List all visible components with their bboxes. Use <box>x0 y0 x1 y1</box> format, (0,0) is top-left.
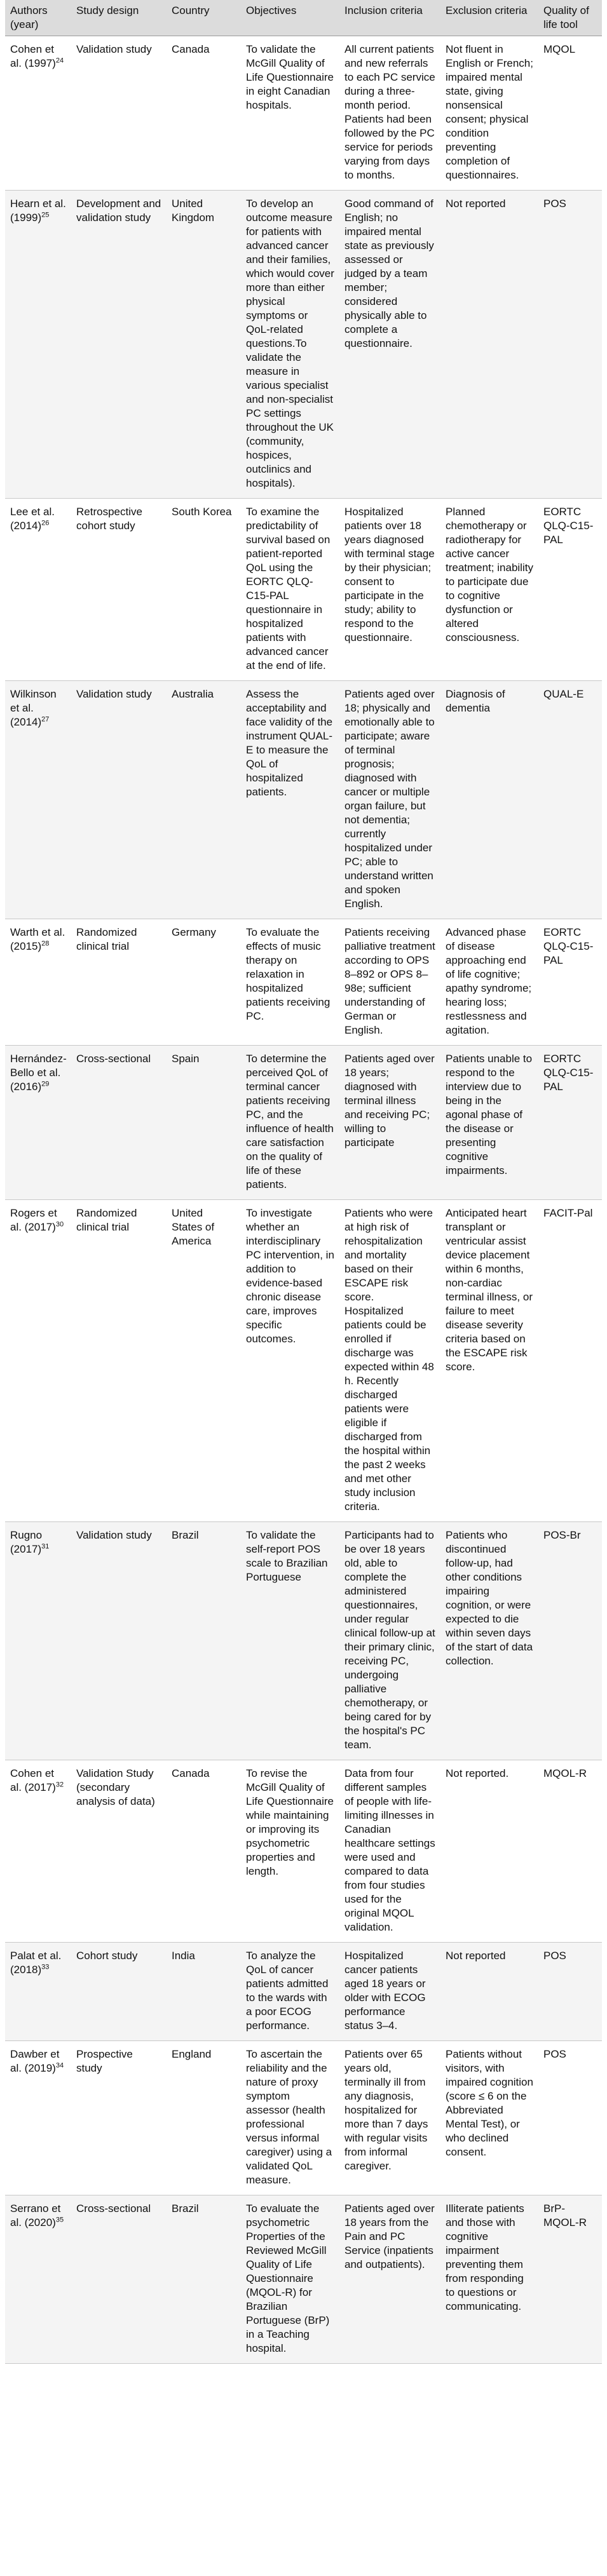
authors-cell <box>5 1200 71 1522</box>
country-cell: England <box>167 2041 241 2195</box>
table-row <box>5 919 602 1046</box>
study-design-cell: Validation study <box>71 36 167 191</box>
objectives-cell: To ascertain the reliability and the nature of proxy symptom assessor (health professional versus informal caregiver) using a validated QoL measure. <box>241 2041 339 2195</box>
table-row <box>5 2041 602 2195</box>
header-study-design: Study design <box>71 0 167 36</box>
author-text: Rogers et al. (2017) <box>10 1207 57 1233</box>
exclusion-criteria-cell: Planned chemotherapy or radiotherapy for active cancer treatment; inability to participate due to cognitive dysfunction or altered consciousness. <box>440 499 538 681</box>
study-design-cell: Retrospective cohort study <box>71 499 167 681</box>
studies-table <box>5 0 602 2364</box>
table-row <box>5 499 602 681</box>
quality-of-life-tool-cell: EORTC QLQ-C15-PAL <box>538 1046 602 1200</box>
inclusion-criteria-cell: Data from four different samples of people with life-limiting illnesses in Canadian healthcare settings were used and compared to data from four studies used for the original MQOL validation. <box>339 1760 440 1943</box>
quality-of-life-tool-cell: POS <box>538 1943 602 2041</box>
table-row <box>5 1760 602 1943</box>
objectives-cell: To investigate whether an interdisciplinary PC intervention, in addition to evidence-based chronic disease care, improves specific outcomes. <box>241 1200 339 1522</box>
table-row <box>5 1522 602 1760</box>
objectives-cell: To evaluate the psychometric Properties of the Reviewed McGill Quality of Life Questionnaire (MQOL-R) for Brazilian Portuguese (BrP) in a Teaching hospital. <box>241 2195 339 2364</box>
objectives-cell: To validate the self-report POS scale to Brazilian Portuguese <box>241 1522 339 1760</box>
study-design-cell: Validation study <box>71 1522 167 1760</box>
author-text: Serrano et al. (2020) <box>10 2202 61 2229</box>
authors-cell <box>5 1943 71 2041</box>
author-text: Hernández-Bello et al. (2016) <box>10 1053 67 1093</box>
reference-number: 24 <box>55 57 64 65</box>
quality-of-life-tool-cell: BrP-MQOL-R <box>538 2195 602 2364</box>
inclusion-criteria-cell: Patients who were at high risk of rehospitalization and mortality based on their ESCAPE risk score. Hospitalized patients could be enrolled if discharge was expected within 48 h. Recently discharged patients were eligible if discharged from the hospital within the past 2 weeks and met other study inclusion criteria. <box>339 1200 440 1522</box>
author-text: Cohen et al. (2017) <box>10 1767 56 1793</box>
authors-cell <box>5 2195 71 2364</box>
exclusion-criteria-cell: Advanced phase of disease approaching end of life cognitive; apathy syndrome; hearing loss; restlessness and agitation. <box>440 919 538 1046</box>
inclusion-criteria-cell: Patients receiving palliative treatment according to OPS 8–892 or OPS 8–98e; sufficient understanding of German or English. <box>339 919 440 1046</box>
exclusion-criteria-cell: Not reported. <box>440 1760 538 1943</box>
reference-number: 32 <box>55 1781 64 1789</box>
table-row <box>5 191 602 499</box>
country-cell: United States of America <box>167 1200 241 1522</box>
author-text: Cohen et al. (1997) <box>10 43 56 69</box>
objectives-cell: To analyze the QoL of cancer patients admitted to the wards with a poor ECOG performance. <box>241 1943 339 2041</box>
header-quality-of-life-tool: Quality of life tool <box>538 0 602 36</box>
quality-of-life-tool-cell: EORTC QLQ-C15-PAL <box>538 919 602 1046</box>
country-cell: Germany <box>167 919 241 1046</box>
reference-number: 26 <box>41 519 50 527</box>
quality-of-life-tool-cell: QUAL-E <box>538 681 602 919</box>
objectives-cell: To revise the McGill Quality of Life Questionnaire while maintaining or improving its psychometric properties and length. <box>241 1760 339 1943</box>
reference-number: 35 <box>55 2216 64 2224</box>
author-text: Palat et al. (2018) <box>10 1950 62 1976</box>
objectives-cell: To develop an outcome measure for patients with advanced cancer and their families, which would cover more than either physical symptoms or QoL-related questions.To validate the measure in various specialist and non-specialist PC settings throughout the UK (community, hospices, outclinics and hospitals). <box>241 191 339 499</box>
reference-number: 31 <box>41 1542 50 1551</box>
header-inclusion-criteria: Inclusion criteria <box>339 0 440 36</box>
inclusion-criteria-cell: Patients aged over 18; physically and emotionally able to participate; aware of terminal prognosis; diagnosed with cancer or multiple organ failure, but not dementia; currently hospitalized under PC; able to understand written and spoken English. <box>339 681 440 919</box>
objectives-cell: To determine the perceived QoL of terminal cancer patients receiving PC, and the influence of health care satisfaction on the quality of life of these patients. <box>241 1046 339 1200</box>
table-row <box>5 1943 602 2041</box>
authors-cell <box>5 191 71 499</box>
author-text: Rugno (2017) <box>10 1529 43 1555</box>
reference-number: 34 <box>55 2061 64 2070</box>
authors-cell <box>5 681 71 919</box>
inclusion-criteria-cell: Hospitalized cancer patients aged 18 years or older with ECOG performance status 3–4. <box>339 1943 440 2041</box>
inclusion-criteria-cell: Participants had to be over 18 years old, able to complete the administered questionnaires, under regular clinical follow-up at their primary clinic, receiving PC, undergoing palliative chemotherapy, or being cared for by the hospital's PC team. <box>339 1522 440 1760</box>
inclusion-criteria-cell: All current patients and new referrals to each PC service during a three-month period. Patients had been followed by the PC service for periods varying from days to months. <box>339 36 440 191</box>
quality-of-life-tool-cell: FACIT-Pal <box>538 1200 602 1522</box>
authors-cell <box>5 2041 71 2195</box>
authors-cell <box>5 1046 71 1200</box>
table-row <box>5 681 602 919</box>
country-cell: Brazil <box>167 2195 241 2364</box>
objectives-cell: Assess the acceptability and face validity of the instrument QUAL-E to measure the QoL of hospitalized patients. <box>241 681 339 919</box>
table-row <box>5 2195 602 2364</box>
study-design-cell: Cohort study <box>71 1943 167 2041</box>
header-objectives: Objectives <box>241 0 339 36</box>
country-cell: Canada <box>167 36 241 191</box>
country-cell: United Kingdom <box>167 191 241 499</box>
reference-number: 28 <box>41 940 50 948</box>
quality-of-life-tool-cell: POS <box>538 191 602 499</box>
study-design-cell: Validation Study (secondary analysis of data) <box>71 1760 167 1943</box>
author-text: Lee et al. (2014) <box>10 506 55 532</box>
exclusion-criteria-cell: Diagnosis of dementia <box>440 681 538 919</box>
quality-of-life-tool-cell: MQOL <box>538 36 602 191</box>
country-cell: India <box>167 1943 241 2041</box>
inclusion-criteria-cell: Hospitalized patients over 18 years diagnosed with terminal stage by their physician; consent to participate in the study; ability to respond to the questionnaire. <box>339 499 440 681</box>
study-design-cell: Validation study <box>71 681 167 919</box>
study-design-cell: Prospective study <box>71 2041 167 2195</box>
study-design-cell: Randomized clinical trial <box>71 1200 167 1522</box>
country-cell: South Korea <box>167 499 241 681</box>
reference-number: 29 <box>41 1080 50 1088</box>
country-cell: Australia <box>167 681 241 919</box>
inclusion-criteria-cell: Patients aged over 18 years; diagnosed with terminal illness and receiving PC; willing to participate <box>339 1046 440 1200</box>
quality-of-life-tool-cell: EORTC QLQ-C15-PAL <box>538 499 602 681</box>
header-authors: Authors (year) <box>5 0 71 36</box>
authors-cell <box>5 919 71 1046</box>
reference-number: 27 <box>41 715 50 724</box>
quality-of-life-tool-cell: MQOL-R <box>538 1760 602 1943</box>
country-cell: Spain <box>167 1046 241 1200</box>
table-row <box>5 1046 602 1200</box>
objectives-cell: To validate the McGill Quality of Life Questionnaire in eight Canadian hospitals. <box>241 36 339 191</box>
author-text: Hearn et al. (1999) <box>10 198 66 224</box>
authors-cell <box>5 36 71 191</box>
exclusion-criteria-cell: Patients without visitors, with impaired cognition (score ≤ 6 on the Abbreviated Mental Test), or who declined consent. <box>440 2041 538 2195</box>
study-design-cell: Cross-sectional <box>71 2195 167 2364</box>
country-cell: Brazil <box>167 1522 241 1760</box>
study-design-cell: Development and validation study <box>71 191 167 499</box>
table-row <box>5 36 602 191</box>
authors-cell <box>5 1760 71 1943</box>
study-design-cell: Randomized clinical trial <box>71 919 167 1046</box>
table-header-row <box>5 0 602 36</box>
authors-cell <box>5 499 71 681</box>
country-cell: Canada <box>167 1760 241 1943</box>
reference-number: 33 <box>41 1963 50 1971</box>
exclusion-criteria-cell: Anticipated heart transplant or ventricular assist device placement within 6 months, non-cardiac terminal illness, or failure to meet disease severity criteria based on the ESCAPE risk score. <box>440 1200 538 1522</box>
inclusion-criteria-cell: Patients aged over 18 years from the Pain and PC Service (inpatients and outpatients). <box>339 2195 440 2364</box>
reference-number: 30 <box>55 1220 64 1229</box>
objectives-cell: To examine the predictability of survival based on patient-reported QoL using the EORTC QLQ-C15-PAL questionnaire in hospitalized patients with advanced cancer at the end of life. <box>241 499 339 681</box>
exclusion-criteria-cell: Not reported <box>440 191 538 499</box>
header-exclusion-criteria: Exclusion criteria <box>440 0 538 36</box>
exclusion-criteria-cell: Patients unable to respond to the interview due to being in the agonal phase of the disease or presenting cognitive impairments. <box>440 1046 538 1200</box>
inclusion-criteria-cell: Patients over 65 years old, terminally ill from any diagnosis, hospitalized for more than 7 days with regular visits from informal caregiver. <box>339 2041 440 2195</box>
exclusion-criteria-cell: Illiterate patients and those with cognitive impairment preventing them from responding to questions or communicating. <box>440 2195 538 2364</box>
reference-number: 25 <box>41 211 50 219</box>
author-text: Dawber et al. (2019) <box>10 2048 60 2074</box>
study-design-cell: Cross-sectional <box>71 1046 167 1200</box>
quality-of-life-tool-cell: POS-Br <box>538 1522 602 1760</box>
table-row <box>5 1200 602 1522</box>
author-text: Warth et al. (2015) <box>10 926 65 952</box>
authors-cell <box>5 1522 71 1760</box>
author-text: Wilkinson et al. (2014) <box>10 688 57 728</box>
objectives-cell: To evaluate the effects of music therapy on relaxation in hospitalized patients receiving PC. <box>241 919 339 1046</box>
exclusion-criteria-cell: Not reported <box>440 1943 538 2041</box>
quality-of-life-tool-cell: POS <box>538 2041 602 2195</box>
header-country: Country <box>167 0 241 36</box>
exclusion-criteria-cell: Not fluent in English or French; impaired mental state, giving nonsensical consent; physical condition preventing completion of questionnaires. <box>440 36 538 191</box>
exclusion-criteria-cell: Patients who discontinued follow-up, had other conditions impairing cognition, or were expected to die within seven days of the start of data collection. <box>440 1522 538 1760</box>
inclusion-criteria-cell: Good command of English; no impaired mental state as previously assessed or judged by a team member; considered physically able to complete a questionnaire. <box>339 191 440 499</box>
